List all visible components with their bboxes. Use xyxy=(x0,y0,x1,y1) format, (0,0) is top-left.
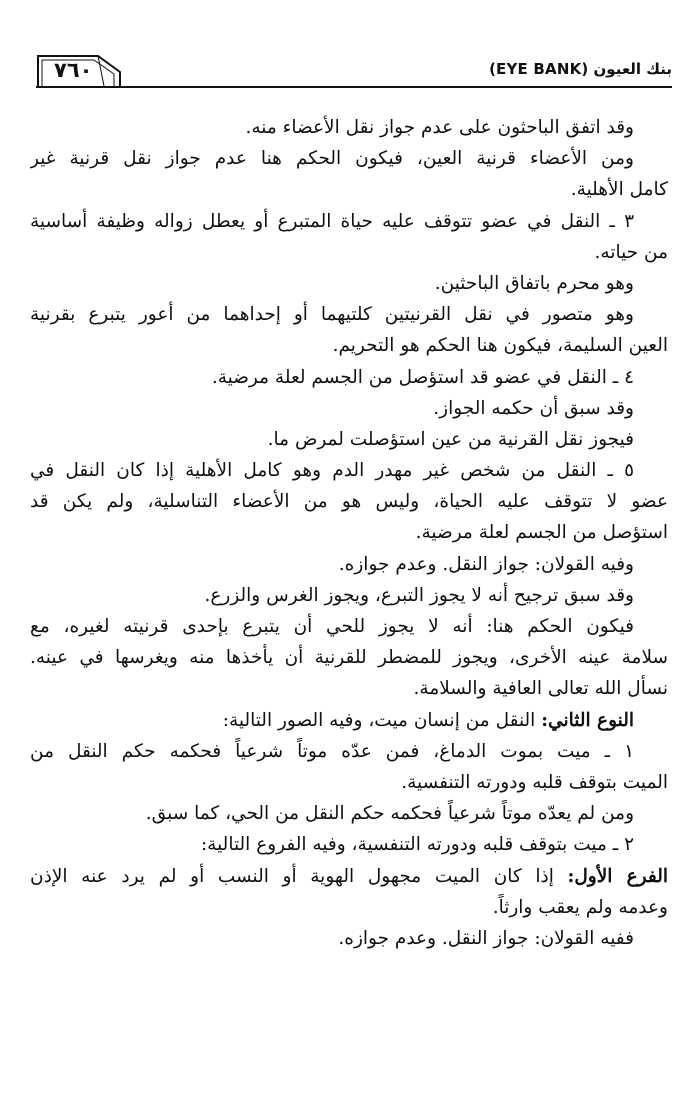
line-text: نسأل الله تعالى العافية والسلامة. xyxy=(413,678,668,700)
body-text xyxy=(30,112,668,954)
line-text: النقل من إنسان ميت، وفيه الصور التالية: xyxy=(222,709,542,731)
text-line xyxy=(30,705,668,736)
text-line xyxy=(30,486,668,517)
page-number-box xyxy=(36,54,122,90)
line-text: وقد سبق أن حكمه الجواز. xyxy=(433,397,634,419)
header-rule xyxy=(36,86,672,88)
text-line xyxy=(30,767,668,798)
text-line xyxy=(30,237,668,268)
text-line xyxy=(30,923,668,954)
text-line xyxy=(30,798,668,829)
line-text: ٣ ـ النقل في عضو تتوقف عليه حياة المتبرع أو يعطل زواله وظيفة أساسية xyxy=(30,210,634,232)
text-line xyxy=(30,455,668,486)
line-text: كامل الأهلية. xyxy=(570,179,668,201)
text-line xyxy=(30,268,668,299)
page-number: ٧٦٠ xyxy=(54,58,93,82)
text-line xyxy=(30,393,668,424)
line-text: ففيه القولان: جواز النقل. وعدم جوازه. xyxy=(338,927,634,949)
text-line xyxy=(30,580,668,611)
line-text: فيكون الحكم هنا: أنه لا يجوز للحي أن يتبرع بإحدى قرنيته لغيره، مع xyxy=(30,616,634,637)
text-line xyxy=(30,143,668,174)
line-text: وهو متصور في نقل القرنيتين كلتيهما أو إحداهما من أعور يتبرع بقرنية xyxy=(30,304,634,326)
text-line xyxy=(30,549,668,580)
text-line xyxy=(30,673,668,704)
text-line xyxy=(30,861,668,892)
line-text: استؤصل من الجسم لعلة مرضية. xyxy=(415,522,668,544)
line-text: ومن الأعضاء قرنية العين، فيكون الحكم هنا عدم جواز نقل قرنية غير xyxy=(30,148,634,170)
line-text: الميت بتوقف قلبه ودورته التنفسية. xyxy=(401,771,668,793)
line-text: ١ ـ ميت بموت الدماغ، فمن عدّه موتاً شرعياً فحكمه حكم النقل من xyxy=(30,740,634,762)
section-heading: النوع الثاني: xyxy=(541,709,634,731)
section-heading: الفرع الأول: xyxy=(567,865,668,887)
text-line xyxy=(30,330,668,361)
line-text: ومن لم يعدّه موتاً شرعياً فحكمه حكم النقل من الحي، كما سبق. xyxy=(145,803,634,825)
line-text: عضو لا تتوقف عليه الحياة، وليس هو من الأعضاء التناسلية، ولم يكن قد xyxy=(30,491,668,513)
text-line xyxy=(30,424,668,455)
line-text: وقد سبق ترجيح أنه لا يجوز التبرع، ويجوز الغرس والزرع. xyxy=(204,584,634,606)
text-line xyxy=(30,112,668,143)
line-text: فيجوز نقل القرنية من عين استؤصلت لمرض ما. xyxy=(267,428,634,450)
text-line xyxy=(30,362,668,393)
text-line xyxy=(30,174,668,205)
page-header xyxy=(36,58,672,100)
text-line xyxy=(30,611,668,642)
line-text: وفيه القولان: جواز النقل. وعدم جوازه. xyxy=(338,553,634,575)
line-text: من حياته. xyxy=(594,241,668,263)
line-text: وعدمه ولم يعقب وارثاً. xyxy=(492,896,668,918)
text-line xyxy=(30,829,668,860)
line-text: ٤ ـ النقل في عضو قد استؤصل من الجسم لعلة مرضية. xyxy=(211,366,634,388)
text-line xyxy=(30,642,668,673)
line-text: سلامة عينه الأخرى، ويجوز للمضطر للقرنية أن يأخذها منه ويغرسها في عينه. xyxy=(30,647,668,669)
line-text: وقد اتفق الباحثون على عدم جواز نقل الأعضاء منه. xyxy=(245,117,634,138)
line-text: العين السليمة، فيكون هنا الحكم هو التحريم. xyxy=(332,335,668,357)
line-text: وهو محرم باتفاق الباحثين. xyxy=(434,272,634,294)
text-line xyxy=(30,517,668,548)
running-header-title: بنك العيون (EYE BANK) xyxy=(489,60,672,78)
line-text: ٢ ـ ميت بتوقف قلبه ودورته التنفسية، وفيه الفروع التالية: xyxy=(200,834,634,856)
line-text: إذا كان الميت مجهول الهوية أو النسب أو لم يرد عنه الإذن xyxy=(30,865,568,887)
text-line xyxy=(30,299,668,330)
text-line xyxy=(30,736,668,767)
line-text: ٥ ـ النقل من شخص غير مهدر الدم وهو كامل الأهلية إذا كان النقل في xyxy=(30,460,634,482)
text-line xyxy=(30,206,668,237)
text-line xyxy=(30,892,668,923)
